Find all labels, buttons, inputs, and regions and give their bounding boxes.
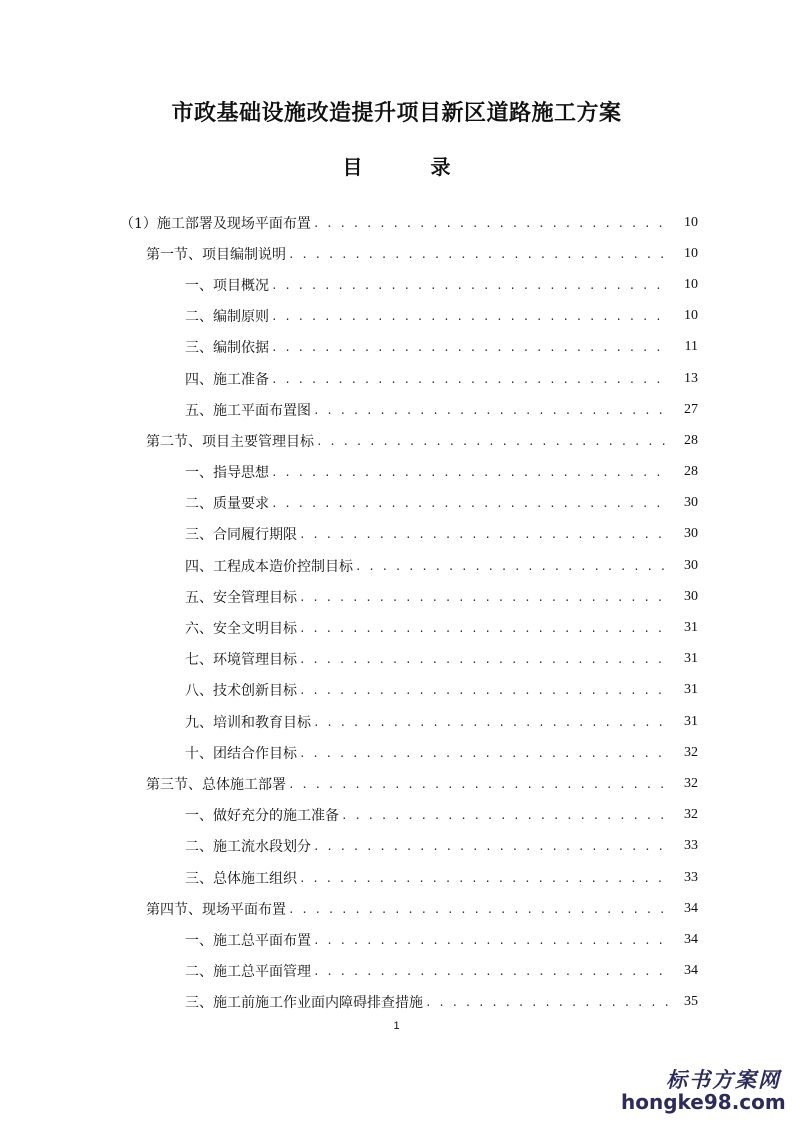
toc-entry[interactable] (0, 675, 793, 706)
toc-entry[interactable] (0, 706, 793, 737)
toc-dot-leader (299, 682, 668, 698)
toc-entry-page: 30 (684, 557, 698, 573)
toc-entry-label: 第一节、项目编制说明 (146, 246, 286, 263)
toc-entry-label: 三、编制依据 (185, 340, 269, 357)
toc-entry-page: 10 (684, 245, 698, 261)
toc-entry[interactable] (0, 363, 793, 394)
toc-entry-page: 32 (684, 775, 698, 791)
toc-dot-leader (313, 402, 668, 418)
toc-entry-label: 第二节、项目主要管理目标 (146, 433, 314, 450)
toc-entry-label: 二、质量要求 (185, 496, 269, 513)
toc-entry[interactable] (0, 269, 793, 300)
toc-entry-label: 五、安全管理目标 (185, 589, 297, 606)
table-of-contents (0, 207, 793, 1018)
toc-entry[interactable] (0, 550, 793, 581)
toc-entry-page: 34 (684, 963, 698, 979)
toc-entry[interactable] (0, 924, 793, 955)
toc-dot-leader (271, 339, 668, 355)
toc-entry-label: （1）施工部署及现场平面布置 (120, 215, 311, 232)
toc-dot-leader (271, 495, 668, 511)
toc-dot-leader (355, 558, 668, 574)
toc-entry-page: 31 (684, 620, 698, 636)
toc-entry[interactable] (0, 737, 793, 768)
toc-entry[interactable] (0, 768, 793, 799)
toc-entry-label: 第三节、总体施工部署 (146, 776, 286, 793)
toc-entry-page: 31 (684, 713, 698, 729)
watermark-logo (621, 1064, 786, 1114)
toc-entry-page: 13 (684, 370, 698, 386)
toc-entry[interactable] (0, 831, 793, 862)
toc-entry-label: 一、做好充分的施工准备 (185, 808, 339, 825)
toc-entry[interactable] (0, 987, 793, 1018)
toc-entry-label: 二、施工总平面管理 (185, 964, 311, 981)
page-number: 1 (393, 1020, 400, 1032)
toc-entry-label: 三、总体施工组织 (185, 870, 297, 887)
toc-entry-label: 八、技术创新目标 (185, 683, 297, 700)
toc-entry-label: 一、指导思想 (185, 465, 269, 482)
toc-dot-leader (271, 464, 668, 480)
toc-entry-label: 第四节、现场平面布置 (146, 901, 286, 918)
watermark-cn-text: 标书方案网 (666, 1068, 781, 1092)
toc-entry[interactable] (0, 207, 793, 238)
document-title: 市政基础设施改造提升项目新区道路施工方案 (171, 100, 622, 126)
toc-heading: 目 录 (342, 155, 475, 179)
toc-dot-leader (299, 745, 668, 761)
toc-entry-page: 34 (684, 931, 698, 947)
toc-entry-label: 七、环境管理目标 (185, 652, 297, 669)
toc-entry-label: 三、合同履行期限 (185, 527, 297, 544)
toc-entry-page: 34 (684, 900, 698, 916)
toc-entry[interactable] (0, 488, 793, 519)
toc-entry-label: 四、施工准备 (185, 371, 269, 388)
toc-entry-page: 33 (684, 838, 698, 854)
toc-entry[interactable] (0, 956, 793, 987)
toc-entry-page: 10 (684, 214, 698, 230)
toc-dot-leader (313, 838, 668, 854)
toc-dot-leader (288, 901, 668, 917)
toc-entry-label: 三、施工前施工作业面内障碍排查措施 (185, 995, 423, 1012)
toc-entry[interactable] (0, 581, 793, 612)
toc-entry-page: 33 (684, 869, 698, 885)
toc-dot-leader (299, 870, 668, 886)
toc-dot-leader (299, 589, 668, 605)
toc-entry-page: 30 (684, 588, 698, 604)
toc-dot-leader (299, 526, 668, 542)
toc-entry-page: 10 (684, 276, 698, 292)
toc-entry-page: 31 (684, 682, 698, 698)
toc-entry-label: 十、团结合作目标 (185, 745, 297, 762)
toc-dot-leader (271, 371, 668, 387)
toc-entry[interactable] (0, 612, 793, 643)
toc-dot-leader (288, 246, 668, 262)
toc-entry[interactable] (0, 800, 793, 831)
toc-entry-page: 30 (684, 495, 698, 511)
toc-entry-page: 30 (684, 526, 698, 542)
toc-dot-leader (288, 776, 668, 792)
toc-dot-leader (271, 308, 668, 324)
toc-dot-leader (316, 433, 668, 449)
toc-dot-leader (341, 807, 668, 823)
toc-dot-leader (299, 651, 668, 667)
toc-dot-leader (271, 277, 668, 293)
watermark-en-text: hongke98.com (621, 1090, 786, 1114)
toc-entry-page: 31 (684, 651, 698, 667)
toc-dot-leader (299, 620, 668, 636)
toc-entry-page: 32 (684, 807, 698, 823)
toc-entry-page: 35 (684, 994, 698, 1010)
toc-entry-label: 六、安全文明目标 (185, 621, 297, 638)
toc-dot-leader (313, 963, 668, 979)
toc-entry[interactable] (0, 238, 793, 269)
toc-entry[interactable] (0, 893, 793, 924)
toc-entry[interactable] (0, 519, 793, 550)
toc-entry-label: 二、编制原则 (185, 309, 269, 326)
toc-entry[interactable] (0, 332, 793, 363)
toc-entry-page: 32 (684, 744, 698, 760)
toc-entry-page: 27 (684, 401, 698, 417)
toc-entry[interactable] (0, 644, 793, 675)
toc-entry[interactable] (0, 425, 793, 456)
toc-entry-label: 二、施工流水段划分 (185, 839, 311, 856)
toc-entry-page: 11 (684, 339, 698, 355)
toc-entry-label: 一、施工总平面布置 (185, 932, 311, 949)
toc-entry[interactable] (0, 301, 793, 332)
toc-entry[interactable] (0, 394, 793, 425)
toc-entry-label: 五、施工平面布置图 (185, 402, 311, 419)
toc-dot-leader (425, 994, 668, 1010)
toc-entry[interactable] (0, 457, 793, 488)
toc-entry-label: 一、项目概况 (185, 277, 269, 294)
toc-dot-leader (313, 215, 668, 231)
toc-dot-leader (313, 714, 668, 730)
toc-entry-label: 九、培训和教育目标 (185, 714, 311, 731)
toc-entry-page: 10 (684, 308, 698, 324)
toc-dot-leader (313, 932, 668, 948)
toc-entry-label: 四、工程成本造价控制目标 (185, 558, 353, 575)
toc-entry-page: 28 (684, 432, 698, 448)
toc-entry-page: 28 (684, 464, 698, 480)
toc-entry[interactable] (0, 862, 793, 893)
